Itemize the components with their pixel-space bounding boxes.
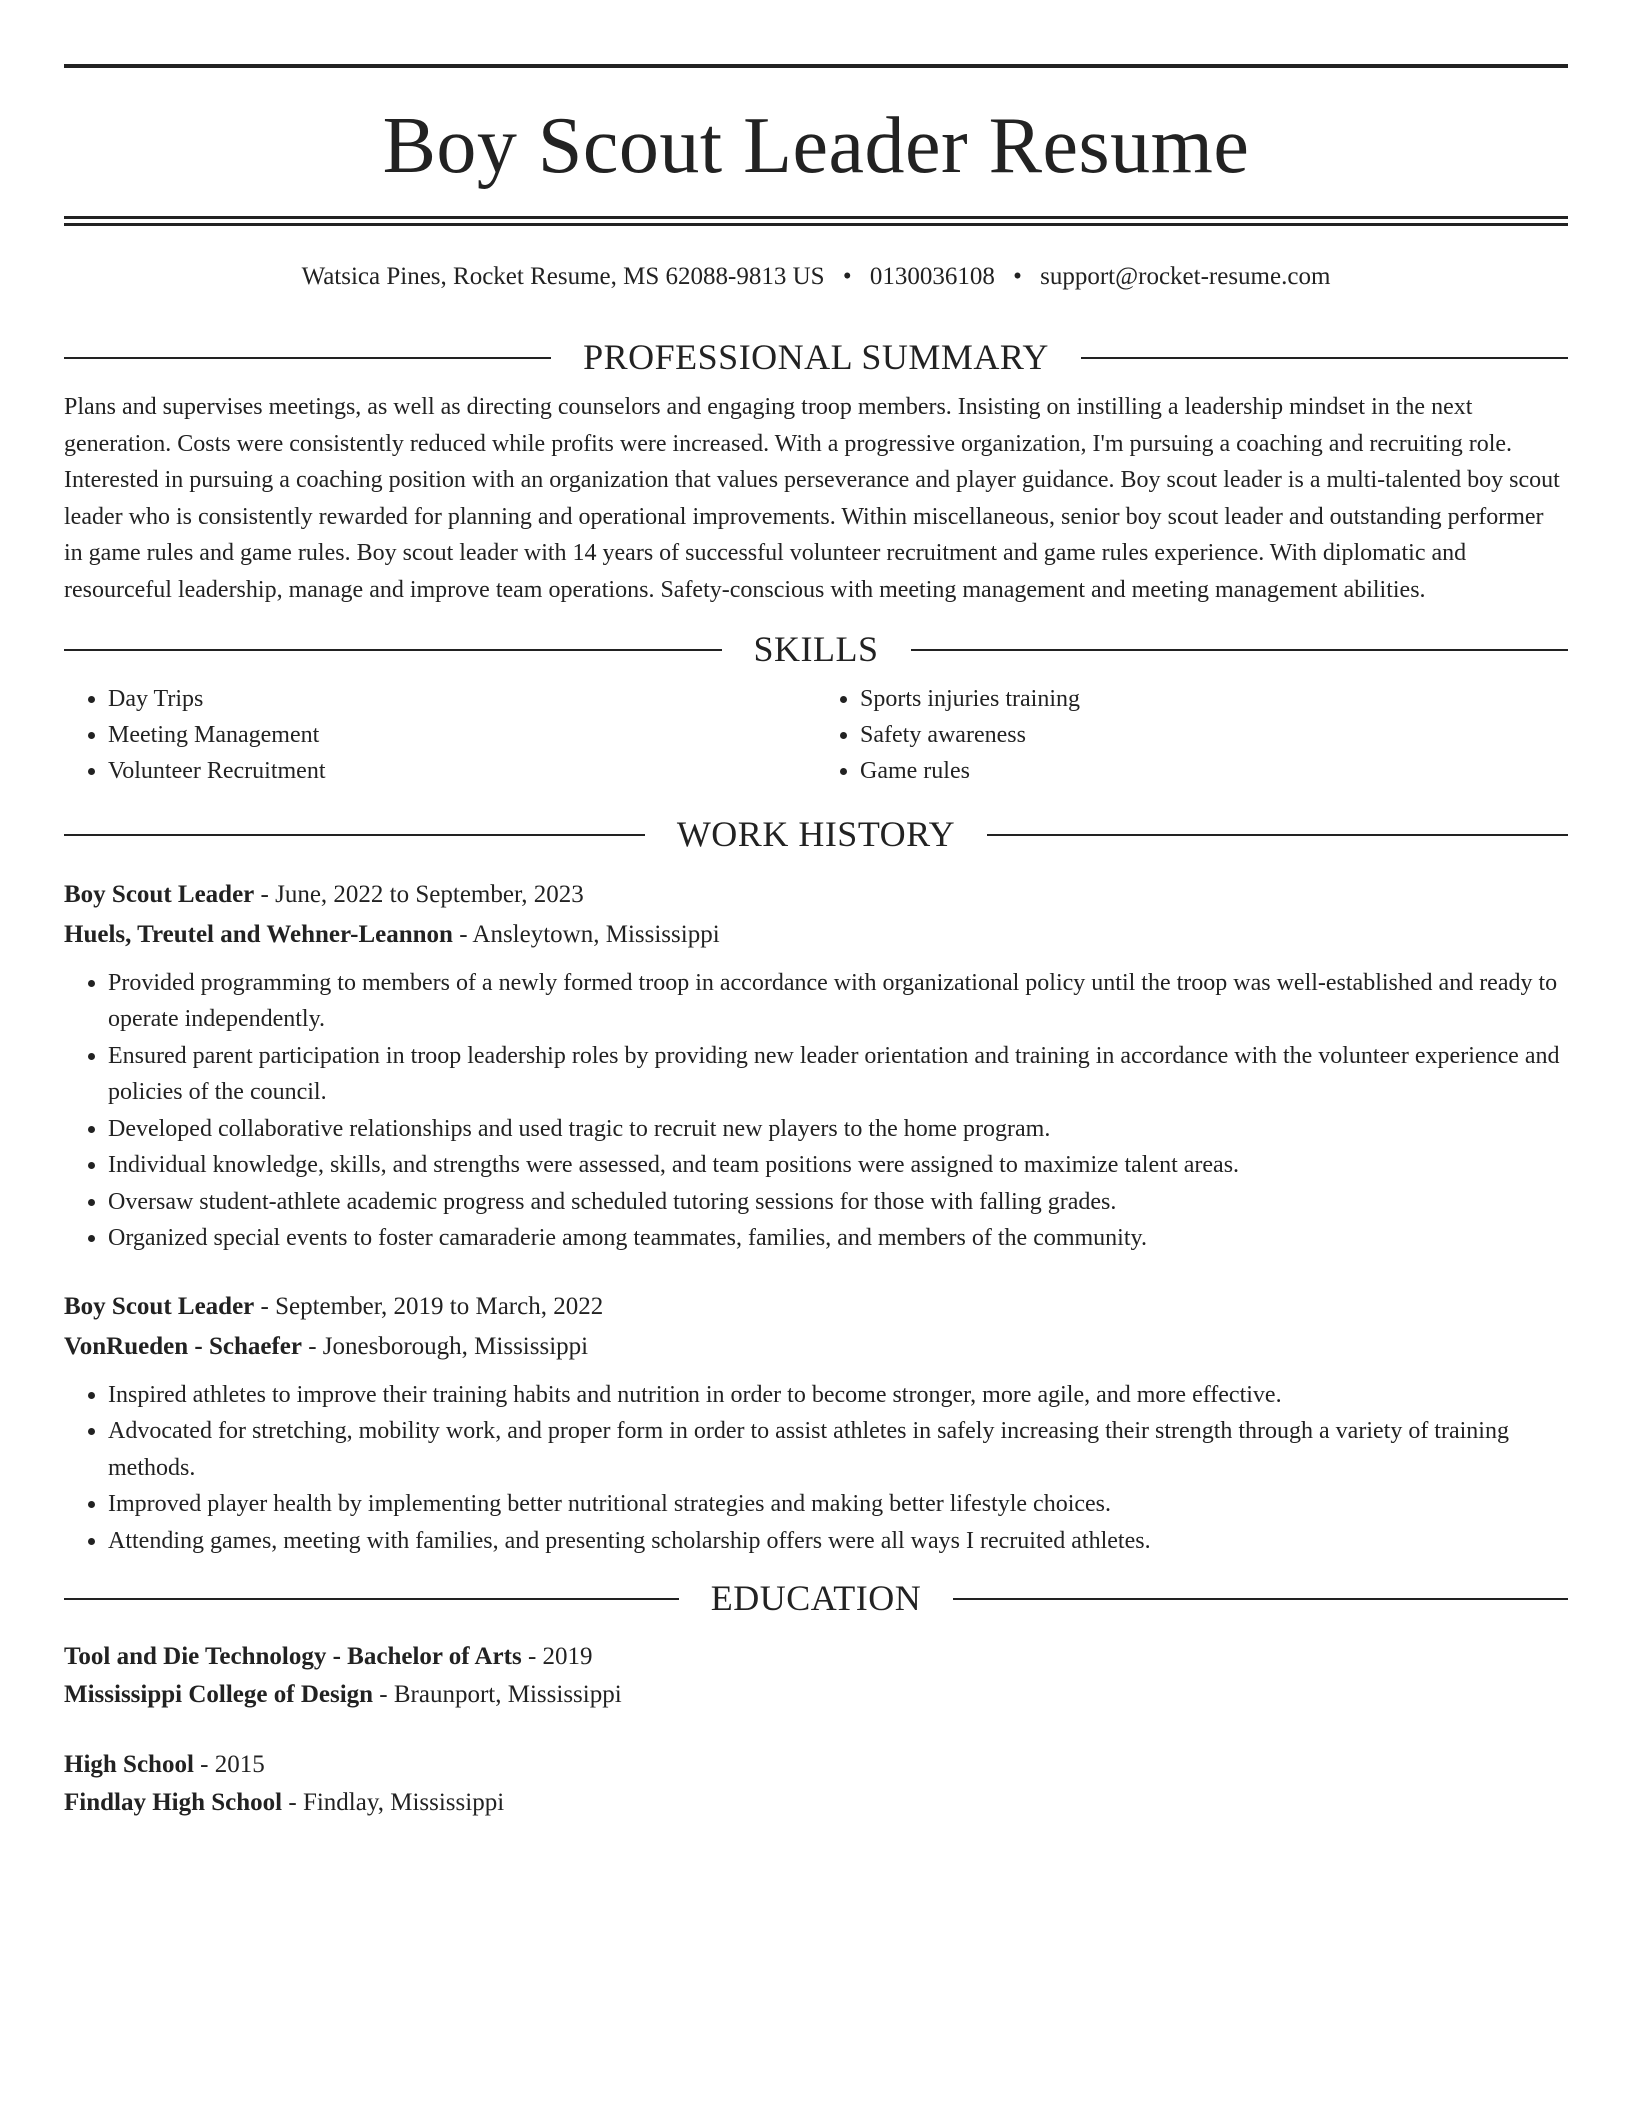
education-school: Findlay High School [64,1789,283,1817]
job-bullet: • Attending games, meeting with families, and presenting scholarship offers were all ways I recruited athletes. [108,1523,1568,1560]
education-year: - 2015 [193,1751,265,1779]
job-location: - Ansleytown, Mississippi [452,920,720,948]
contact-separator: • [842,263,852,290]
education-school-line [64,1676,1568,1714]
skill-item: • Game rules [860,753,1568,789]
heading-rule [1081,357,1568,359]
job-bullet: • Advocated for stretching, mobility work, and proper form in order to assist athletes in safely increasing their strength through a variety of training methods. [108,1413,1568,1486]
skill-item: • Day Trips [108,681,816,717]
education-degree: Tool and Die Technology - Bachelor of Arts [64,1643,522,1671]
skills-heading-label: SKILLS [753,629,879,670]
heading-rule [64,357,551,359]
job-title: Boy Scout Leader [64,1292,255,1320]
education-school-line [64,1784,1568,1822]
skills-heading [64,628,1568,671]
job-bullet: • Ensured parent participation in troop leadership roles by providing new leader orientation and training in accordance with the volunteer experience and policies of the council. [108,1038,1568,1111]
job-bullets [64,965,1568,1257]
job-company-line [64,915,1568,955]
skills-column-left [64,681,816,789]
title-double-rule [64,216,1568,226]
summary-heading-label: PROFESSIONAL SUMMARY [583,337,1049,377]
job-bullet: • Provided programming to members of a newly formed troop in accordance with organizational policy until the troop was well-established and ready to operate independently. [108,965,1568,1038]
job-title-line [64,875,1568,915]
skills-column-right [816,681,1568,789]
job-bullet: • Improved player health by implementing better nutritional strategies and making better lifestyle choices. [108,1486,1568,1523]
top-rule [64,64,1568,68]
summary-text: Plans and supervises meetings, as well as directing counselors and engaging troop members. Insisting on instilling a leadership mindset in the next generation. Costs were consistently reduced while profits were increased. With a progressive organization, I'm pursuing a coaching and recruiting role. Interested in pursuing a coaching position with an organization that values perseverance and player guidance. Boy scout leader is a multi-talented boy scout leader who is consistently rewarded for planning and operational improvements. Within miscellaneous, senior boy scout leader and outstanding performer in game rules and game rules. Boy scout leader with 14 years of successful volunteer recruitment and game rules experience. With diplomatic and resourceful leadership, manage and improve team operations. Safety-conscious with meeting management and meeting management abilities. [64,394,1560,603]
heading-rule [953,1598,1568,1600]
job-bullet: • Individual knowledge, skills, and strengths were assessed, and team positions were assigned to maximize talent areas. [108,1147,1568,1184]
education-heading-label: EDUCATION [710,1578,922,1619]
job-company: Huels, Treutel and Wehner-Leannon [64,920,453,948]
education-degree-line [64,1746,1568,1784]
job-bullet: • Inspired athletes to improve their training habits and nutrition in order to become stronger, more agile, and more effective. [108,1377,1568,1414]
education-entry [64,1746,1568,1822]
contact-email: support@rocket-resume.com [1040,263,1331,290]
job-bullet: • Organized special events to foster camaraderie among teammates, families, and members of the community. [108,1220,1568,1257]
skill-item: • Safety awareness [860,717,1568,753]
job-title: Boy Scout Leader [64,880,255,908]
heading-rule [911,649,1569,651]
job-company-line [64,1327,1568,1367]
skill-item: • Sports injuries training [860,681,1568,717]
job-title-line [64,1287,1568,1327]
heading-rule [64,834,645,836]
education-location: - Findlay, Mississippi [282,1789,505,1817]
contact-separator: • [1013,263,1022,290]
skills-list [64,681,1568,789]
skill-item: • Meeting Management [108,717,816,753]
job-dates: - September, 2019 to March, 2022 [254,1292,604,1320]
education-heading [64,1577,1568,1620]
education-location: - Braunport, Mississippi [373,1681,622,1709]
job-entry [64,1287,1568,1560]
job-bullet: • Developed collaborative relationships and used tragic to recruit new players to the home program. [108,1111,1568,1148]
work-heading-label: WORK HISTORY [676,814,956,855]
job-bullets [64,1377,1568,1560]
education-degree-line [64,1638,1568,1676]
job-company: VonRueden - Schaefer [64,1332,302,1360]
education-entry [64,1638,1568,1714]
skill-item: • Volunteer Recruitment [108,753,816,789]
job-location: - Jonesborough, Mississippi [301,1332,589,1360]
resume-title: Boy Scout Leader Resume [382,102,1250,190]
contact-address: Watsica Pines, Rocket Resume, MS 62088-9813 US [301,263,825,290]
heading-rule [64,1598,679,1600]
education-year: - 2019 [521,1643,593,1671]
heading-rule [64,649,722,651]
education-degree: High School [64,1751,194,1779]
contact-line [64,262,1568,292]
work-heading [64,813,1568,856]
job-bullet: • Oversaw student-athlete academic progress and scheduled tutoring sessions for those with falling grades. [108,1184,1568,1221]
heading-rule [987,834,1568,836]
contact-phone: 0130036108 [869,263,995,290]
job-entry [64,875,1568,1257]
job-dates: - June, 2022 to September, 2023 [254,880,584,908]
summary-heading [64,336,1568,379]
education-school: Mississippi College of Design [64,1681,374,1709]
